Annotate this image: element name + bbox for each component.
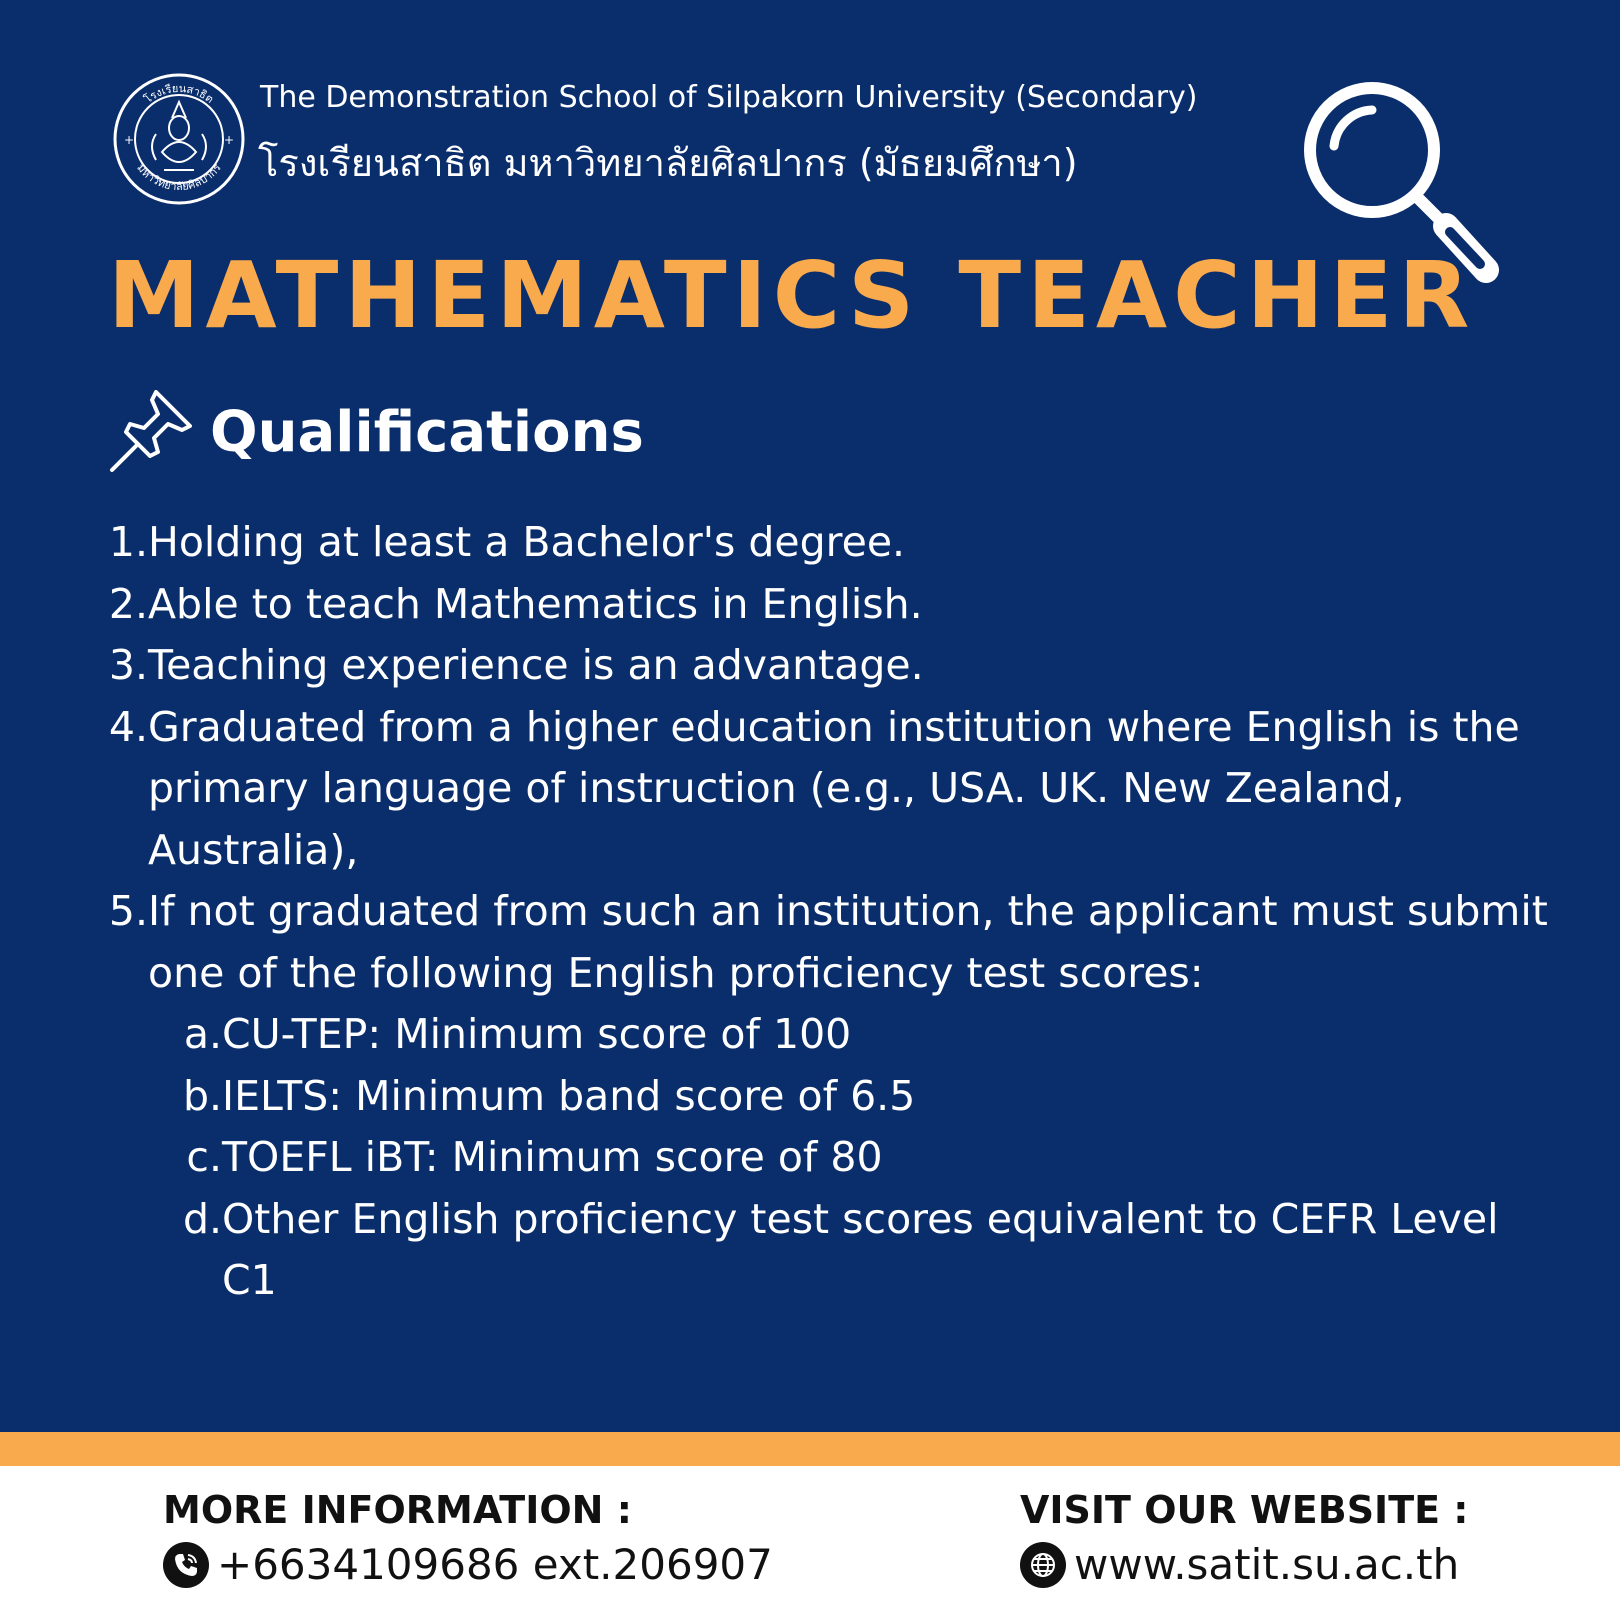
- school-name-en: The Demonstration School of Silpakorn University (Secondary): [260, 80, 1198, 115]
- list-item: [104, 881, 1564, 1004]
- list-text: Graduated from a higher education institution where English is the primary language of instruction (e.g., USA. UK. New Zealand, Australia),: [148, 702, 1520, 874]
- school-name-th: โรงเรียนสาธิต มหาวิทยาลัยศิลปากร (มัธยมศึกษา): [258, 141, 1078, 185]
- sub-list-text: Other English proficiency test scores equivalent to CEFR Level C1: [222, 1194, 1499, 1304]
- sub-qualifications-list: [176, 1004, 1564, 1312]
- svg-text:มหาวิทยาลัยศิลปากร: [134, 161, 224, 193]
- list-text: If not graduated from such an institution, the applicant must submit one of the following English proficiency test scores:: [148, 887, 1548, 997]
- sub-list-item: [176, 1004, 1564, 1066]
- seal-text-bottom: มหาวิทยาลัยศิลปากร: [134, 161, 224, 194]
- list-number: 3.: [108, 641, 148, 689]
- sub-list-text: CU-TEP: Minimum score of 100: [222, 1010, 852, 1058]
- website-row: [1020, 1540, 1459, 1589]
- sub-list-text: IELTS: Minimum band score of 6.5: [222, 1071, 916, 1120]
- job-title: MATHEMATICS TEACHER: [108, 242, 1476, 349]
- sub-list-letter: d.: [182, 1194, 222, 1243]
- list-number: 2.: [108, 579, 148, 628]
- phone-number[interactable]: +6634109686 ext.206907: [217, 1540, 773, 1589]
- qualifications-list: [104, 512, 1564, 1312]
- pushpin-icon: [108, 386, 196, 474]
- phone-row: [163, 1540, 773, 1589]
- list-text: Teaching experience is an advantage.: [148, 641, 924, 689]
- list-item: [104, 574, 1564, 636]
- website-link[interactable]: www.satit.su.ac.th: [1074, 1540, 1460, 1589]
- footer: [0, 1466, 1620, 1620]
- sub-list-letter: c.: [186, 1133, 222, 1181]
- sub-list-letter: b.: [182, 1071, 222, 1120]
- school-seal: [112, 72, 246, 206]
- list-number: 1.: [108, 518, 148, 566]
- svg-text:+: +: [124, 133, 135, 147]
- sub-list-item: [176, 1189, 1564, 1312]
- list-text: Holding at least a Bachelor's degree.: [148, 518, 906, 566]
- section-heading: Qualifications: [210, 400, 644, 465]
- sub-list-item: [176, 1066, 1564, 1128]
- list-text: Able to teach Mathematics in English.: [148, 579, 923, 628]
- seal-text-top: โรงเรียนสาธิต: [141, 81, 217, 106]
- list-item: [104, 512, 1564, 574]
- globe-icon: [1020, 1542, 1066, 1588]
- list-number: 4.: [108, 702, 148, 751]
- sub-list-text: TOEFL iBT: Minimum score of 80: [222, 1133, 883, 1181]
- sub-list-item: [176, 1127, 1564, 1189]
- phone-icon: [163, 1542, 209, 1588]
- list-item: [104, 697, 1564, 882]
- more-info-label: MORE INFORMATION :: [163, 1488, 632, 1532]
- accent-strip: [0, 1432, 1620, 1466]
- list-item: [104, 635, 1564, 697]
- sub-list-letter: a.: [183, 1010, 222, 1058]
- website-label: VISIT OUR WEBSITE :: [1020, 1488, 1469, 1532]
- svg-text:+: +: [224, 133, 235, 147]
- list-number: 5.: [108, 887, 148, 935]
